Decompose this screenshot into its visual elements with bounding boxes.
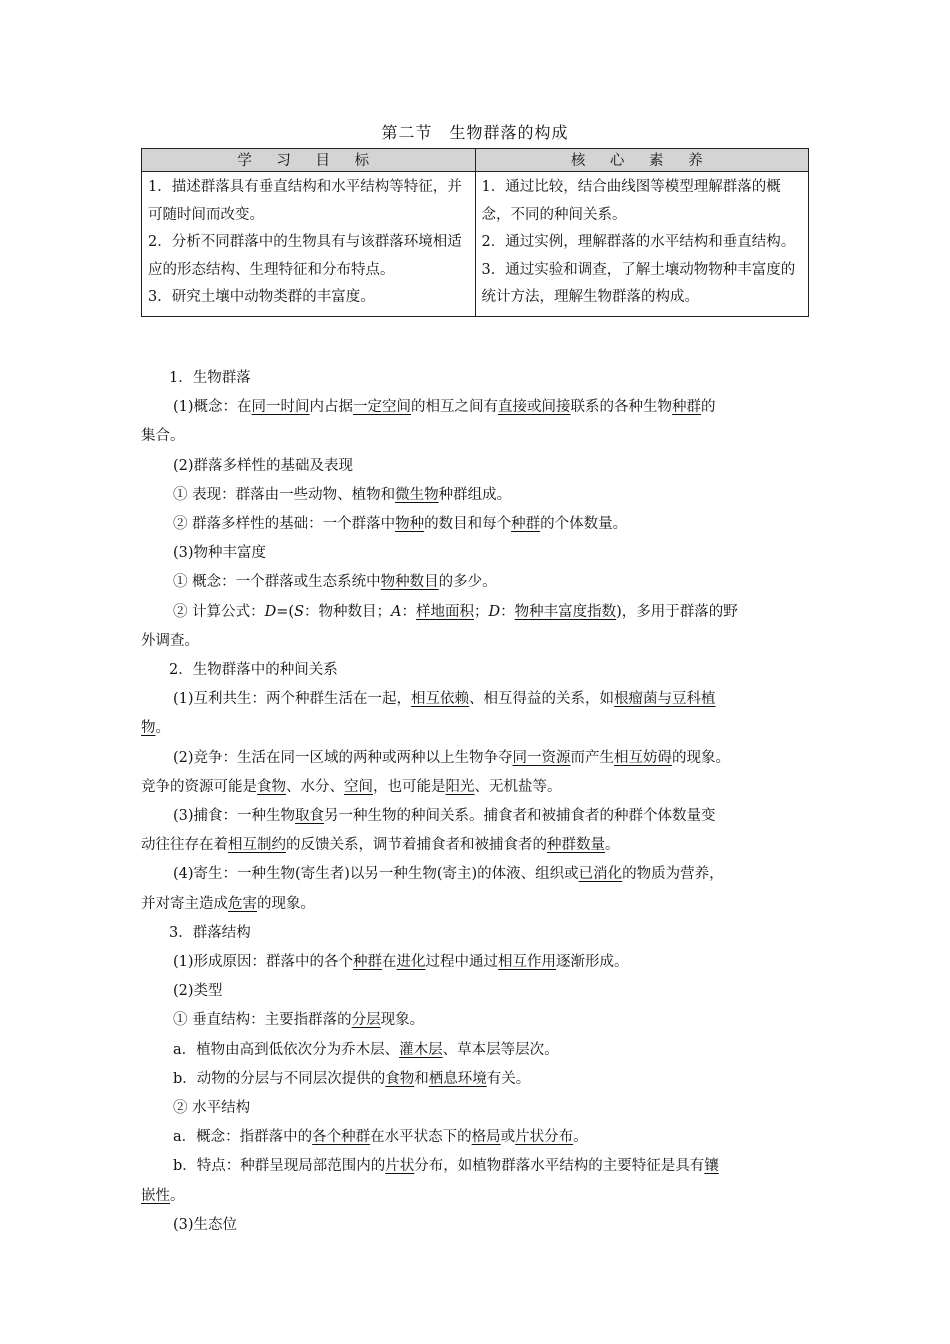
header-core-literacy: 核 心 素 养 [475, 149, 809, 172]
paragraph-cont: 外调查。 [141, 632, 199, 649]
literacy-item: 2．通过实例，理解群落的水平结构和垂直结构。 [481, 234, 796, 250]
paragraph-cont: 动往往存在着相互制约的反馈关系，调节着捕食者和被捕食者的种群数量。 [141, 837, 620, 854]
literacy-item: 1．通过比较，结合曲线图等模型理解群落的概念，不同的种间关系。 [481, 179, 781, 223]
section-heading: 1．生物群落 [169, 370, 251, 386]
paragraph: a．概念：指群落中的各个种群在水平状态下的格局或片状分布。 [173, 1129, 588, 1146]
content-body [141, 364, 817, 1240]
paragraph: (1)形成原因：群落中的各个种群在进化过程中通过相互作用逐渐形成。 [173, 954, 629, 971]
formula-paragraph: ② 计算公式：D=(S：物种数目；A：样地面积；D：物种丰富度指数)，多用于群落的野 [173, 603, 738, 620]
paragraph: b．特点：种群呈现局部范围内的片状分布，如植物群落水平结构的主要特征是具有镶 [173, 1158, 719, 1175]
paragraph: (2)竞争：生活在同一区域的两种或两种以上生物争夺同一资源而产生相互妨碍的现象。 [173, 749, 731, 766]
subheading: (2)类型 [173, 983, 223, 1000]
subheading: (3)生态位 [173, 1216, 238, 1233]
section-heading: 2．生物群落中的种间关系 [169, 662, 338, 679]
learning-goals-cell [142, 172, 476, 317]
goal-item: 3．研究土壤中动物类群的丰富度。 [148, 289, 375, 305]
goal-item: 2．分析不同群落中的生物具有与该群落环境相适应的形态结构、生理特征和分布特点。 [148, 234, 462, 278]
subheading: (2)群落多样性的基础及表现 [173, 457, 354, 474]
paragraph-cont: 竞争的资源可能是食物、水分、空间，也可能是阳光、无机盐等。 [141, 778, 562, 795]
objectives-table [141, 148, 809, 317]
subheading: (3)物种丰富度 [173, 545, 267, 562]
paragraph: ① 垂直结构：主要指群落的分层现象。 [173, 1012, 425, 1029]
core-literacy-cell [475, 172, 809, 317]
paragraph: (1)互利共生：两个种群生活在一起，相互依赖、相互得益的关系，如根瘤菌与豆科植 [173, 691, 716, 708]
literacy-item: 3．通过实验和调查，了解土壤动物物种丰富度的统计方法，理解生物群落的构成。 [481, 261, 796, 305]
paragraph-cont: 物。 [141, 720, 170, 737]
paragraph: a．植物由高到低依次分为乔木层、灌木层、草本层等层次。 [173, 1041, 559, 1058]
paragraph-concept: (1)概念：在同一时间内占据一定空间的相互之间有直接或间接联系的各种生物种群的 [173, 399, 716, 416]
paragraph: b．动物的分层与不同层次提供的食物和栖息环境有关。 [173, 1070, 531, 1087]
paragraph-concept-cont: 集合。 [141, 428, 185, 445]
paragraph-cont: 并对寄主造成危害的现象。 [141, 895, 315, 912]
goal-item: 1．描述群落具有垂直结构和水平结构等特征，并可随时间而改变。 [148, 179, 462, 223]
paragraph: ② 群落多样性的基础：一个群落中物种的数目和每个种群的个体数量。 [173, 516, 628, 533]
paragraph: (4)寄生：一种生物(寄生者)以另一种生物(寄主)的体液、组织或已消化的物质为营养， [173, 866, 724, 883]
header-learning-goals: 学 习 目 标 [142, 149, 476, 172]
paragraph: ① 概念：一个群落或生态系统中物种数目的多少。 [173, 574, 497, 591]
subheading: ② 水平结构 [173, 1100, 251, 1117]
paragraph-cont: 嵌性。 [141, 1187, 185, 1204]
paragraph: ① 表现：群落由一些动物、植物和微生物种群组成。 [173, 486, 512, 503]
section-heading: 3．群落结构 [169, 924, 251, 941]
paragraph: (3)捕食：一种生物取食另一种生物的种间关系。捕食者和被捕食者的种群个体数量变 [173, 808, 716, 825]
page-title: 第二节 生物群落的构成 [381, 123, 569, 142]
